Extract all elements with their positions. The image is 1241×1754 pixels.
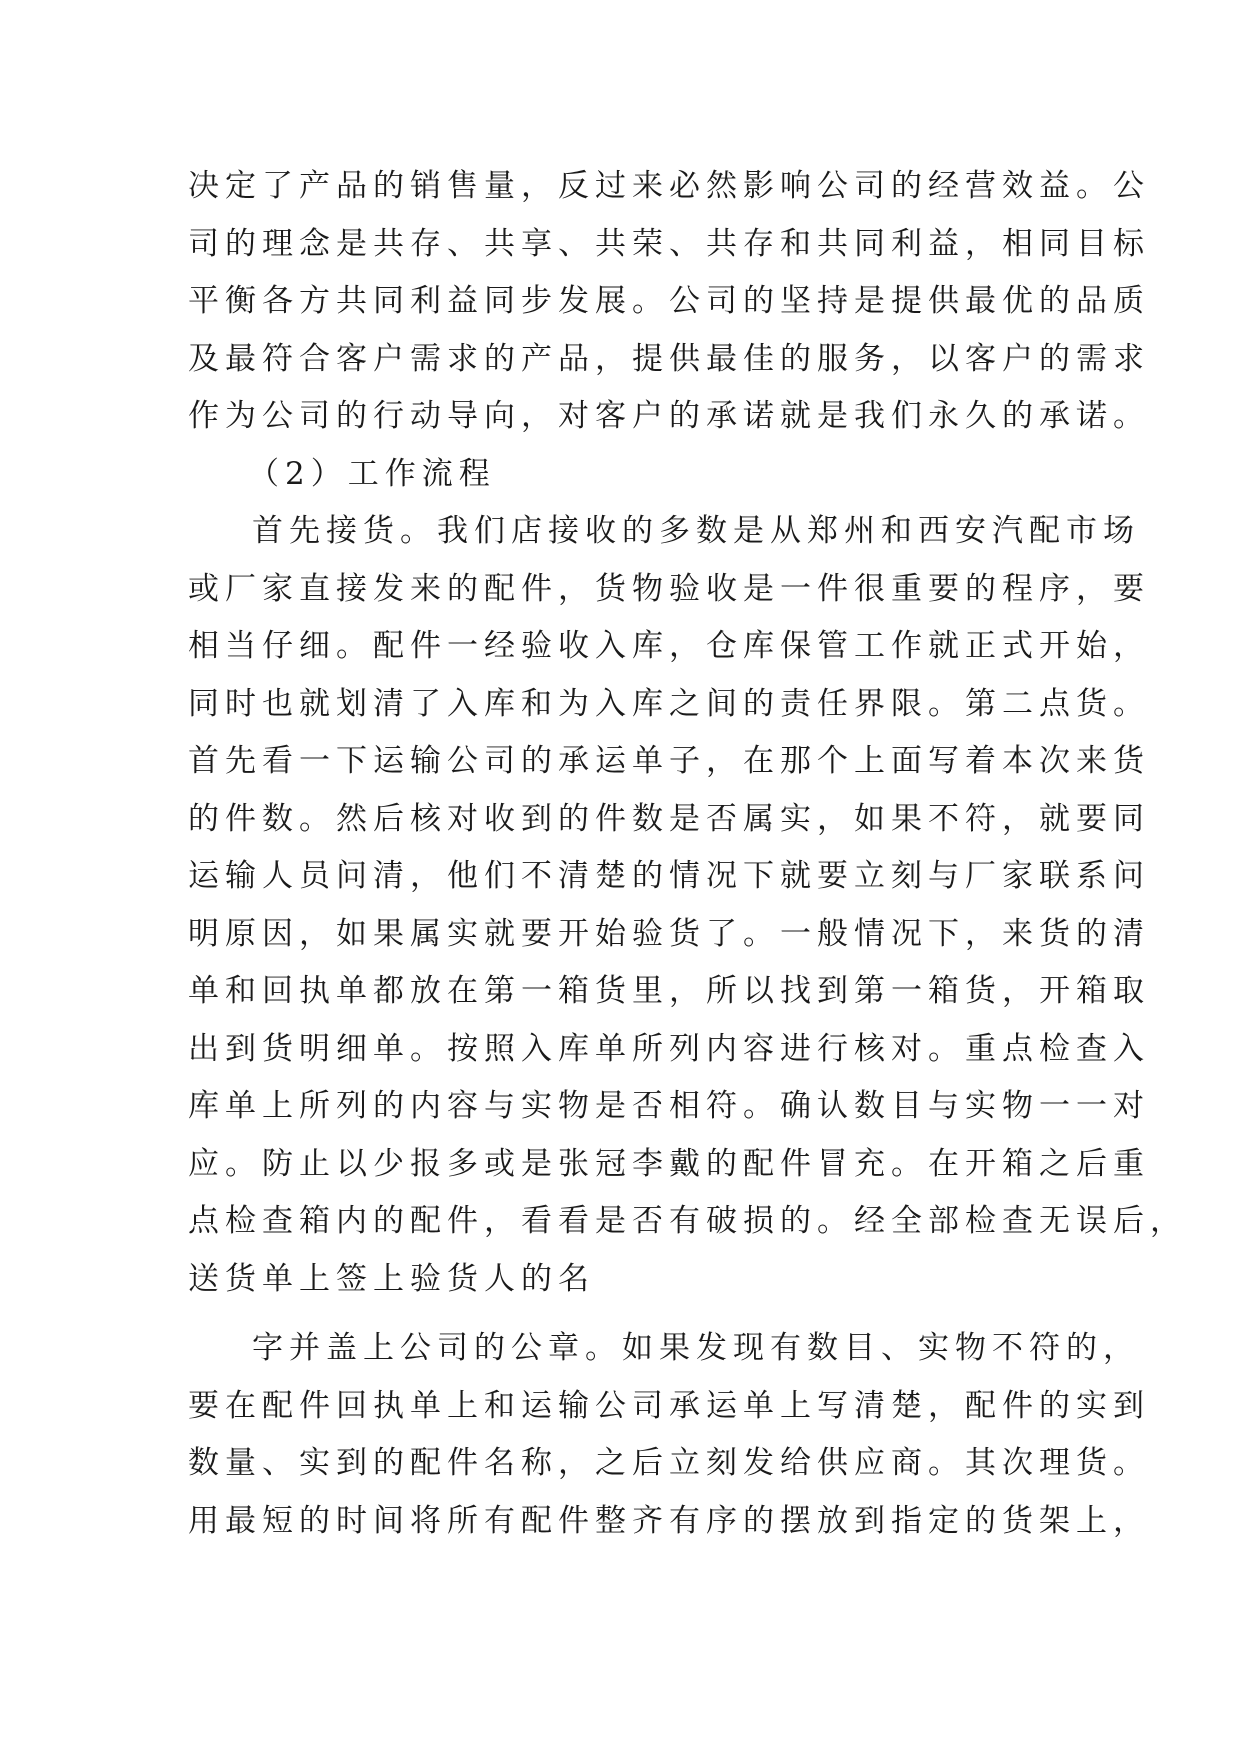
paragraph-1 [188, 158, 1150, 446]
text-line: 相当仔细。配件一经验收入库，仓库保管工作就正式开始， [188, 628, 1150, 664]
text-line: 的件数。然后核对收到的件数是否属实，如果不符，就要同 [188, 800, 1150, 837]
text-line: 点检查箱内的配件，看看是否有破损的。经全部检查无误后， [188, 1203, 1187, 1239]
text-line: 送货单上签上验货人的名 [188, 1260, 595, 1297]
text-line: 运输人员问清，他们不清楚的情况下就要立刻与厂家联系问 [188, 858, 1150, 894]
text-line: 或厂家直接发来的配件，货物验收是一件很重要的程序，要 [188, 570, 1150, 607]
text-line: 及最符合客户需求的产品，提供最佳的服务，以客户的需求 [188, 340, 1150, 377]
text-line: 明原因，如果属实就要开始验货了。一般情况下，来货的清 [188, 915, 1150, 952]
text-line: 司的理念是共存、共享、共荣、共存和共同利益，相同目标 [188, 225, 1150, 262]
paragraph-spacer [188, 1308, 1068, 1320]
body-text [188, 158, 1187, 1550]
text-line: 用最短的时间将所有配件整齐有序的摆放到指定的货架上， [188, 1502, 1150, 1539]
text-line: 决定了产品的销售量，反过来必然影响公司的经营效益。公 [188, 168, 1150, 204]
paragraph-2 [188, 503, 1187, 1308]
text-line: 库单上所列的内容与实物是否相符。确认数目与实物一一对 [188, 1088, 1150, 1124]
section-heading: （2）工作流程 [248, 455, 496, 492]
text-line: 字并盖上公司的公章。如果发现有数目、实物不符的， [252, 1330, 1140, 1366]
paragraph-3 [188, 1320, 1150, 1550]
text-line: 应。防止以少报多或是张冠李戴的配件冒充。在开箱之后重 [188, 1145, 1150, 1182]
text-line: 同时也就划清了入库和为入库之间的责任界限。第二点货。 [188, 685, 1150, 722]
text-line: 平衡各方共同利益同步发展。公司的坚持是提供最优的品质 [188, 283, 1150, 319]
text-line: 出到货明细单。按照入库单所列内容进行核对。重点检查入 [188, 1030, 1150, 1067]
text-line: 数量、实到的配件名称，之后立刻发给供应商。其次理货。 [188, 1445, 1150, 1481]
text-line: 要在配件回执单上和运输公司承运单上写清楚，配件的实到 [188, 1387, 1150, 1424]
text-line: 首先接货。我们店接收的多数是从郑州和西安汽配市场 [252, 513, 1140, 549]
text-line: 作为公司的行动导向，对客户的承诺就是我们永久的承诺。 [188, 398, 1150, 434]
text-line: 首先看一下运输公司的承运单子，在那个上面写着本次来货 [188, 743, 1150, 779]
text-line: 单和回执单都放在第一箱货里，所以找到第一箱货，开箱取 [188, 973, 1150, 1009]
